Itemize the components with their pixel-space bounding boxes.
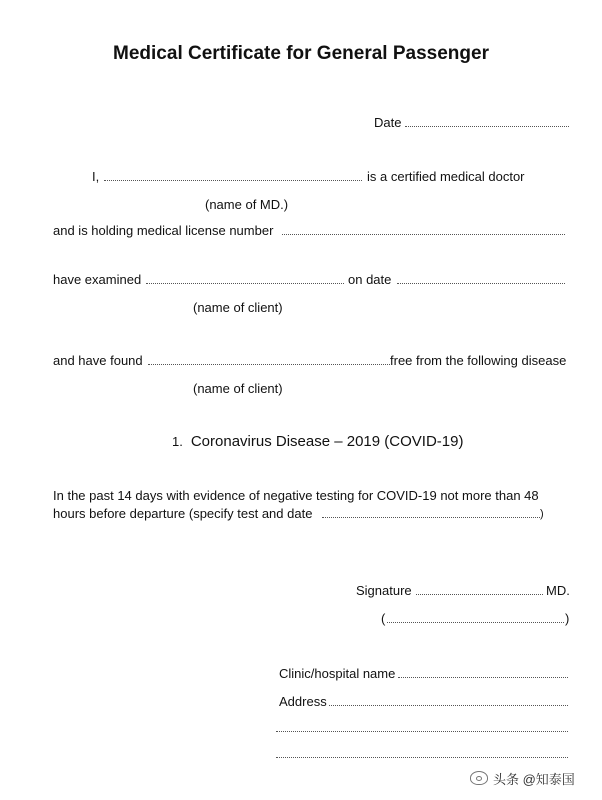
printed-name-field[interactable]	[387, 622, 564, 623]
testing-close-paren: )	[540, 508, 544, 520]
address-field-line-2[interactable]	[276, 731, 568, 732]
examined-client-hint: (name of client)	[193, 300, 283, 315]
disease-heading	[172, 433, 463, 451]
watermark-text: 头条 @知泰国	[493, 771, 575, 787]
signature-label: Signature	[356, 583, 412, 598]
disease-number: 1.	[172, 434, 183, 449]
document-title: Medical Certificate for General Passenger	[113, 43, 489, 64]
doctor-suffix: is a certified medical doctor	[367, 169, 525, 184]
doctor-name-field[interactable]	[104, 180, 362, 181]
printed-name-open-paren: (	[381, 611, 386, 626]
testing-line-2: hours before departure (specify test and date	[53, 506, 313, 521]
test-details-field[interactable]	[322, 517, 540, 518]
disease-name: Coronavirus Disease – 2019 (COVID-19)	[190, 433, 464, 450]
printed-name-close-paren: )	[565, 611, 570, 626]
found-label: and have found	[53, 353, 143, 368]
testing-line-1: In the past 14 days with evidence of negative testing for COVID-19 not more than 48	[53, 488, 539, 503]
address-field-line-1[interactable]	[329, 705, 568, 706]
clinic-name-field[interactable]	[398, 677, 568, 678]
doctor-prefix: I,	[92, 169, 100, 184]
clinic-label: Clinic/hospital name	[279, 666, 396, 681]
signature-field[interactable]	[416, 594, 543, 595]
weibo-icon	[470, 771, 488, 785]
examined-label: have examined	[53, 272, 142, 287]
doctor-name-hint: (name of MD.)	[205, 197, 289, 212]
address-label: Address	[279, 694, 327, 709]
found-client-hint: (name of client)	[193, 381, 283, 396]
examined-client-field[interactable]	[146, 283, 344, 284]
address-field-line-3[interactable]	[276, 757, 568, 758]
license-label: and is holding medical license number	[53, 223, 274, 238]
date-label: Date	[374, 115, 402, 130]
date-field[interactable]	[405, 126, 569, 127]
watermark	[470, 766, 575, 790]
on-date-label: on date	[348, 272, 392, 287]
license-number-field[interactable]	[282, 234, 565, 235]
found-client-field[interactable]	[148, 364, 390, 365]
found-suffix: free from the following disease	[390, 353, 567, 368]
exam-date-field[interactable]	[397, 283, 565, 284]
signature-md-suffix: MD.	[546, 583, 570, 598]
